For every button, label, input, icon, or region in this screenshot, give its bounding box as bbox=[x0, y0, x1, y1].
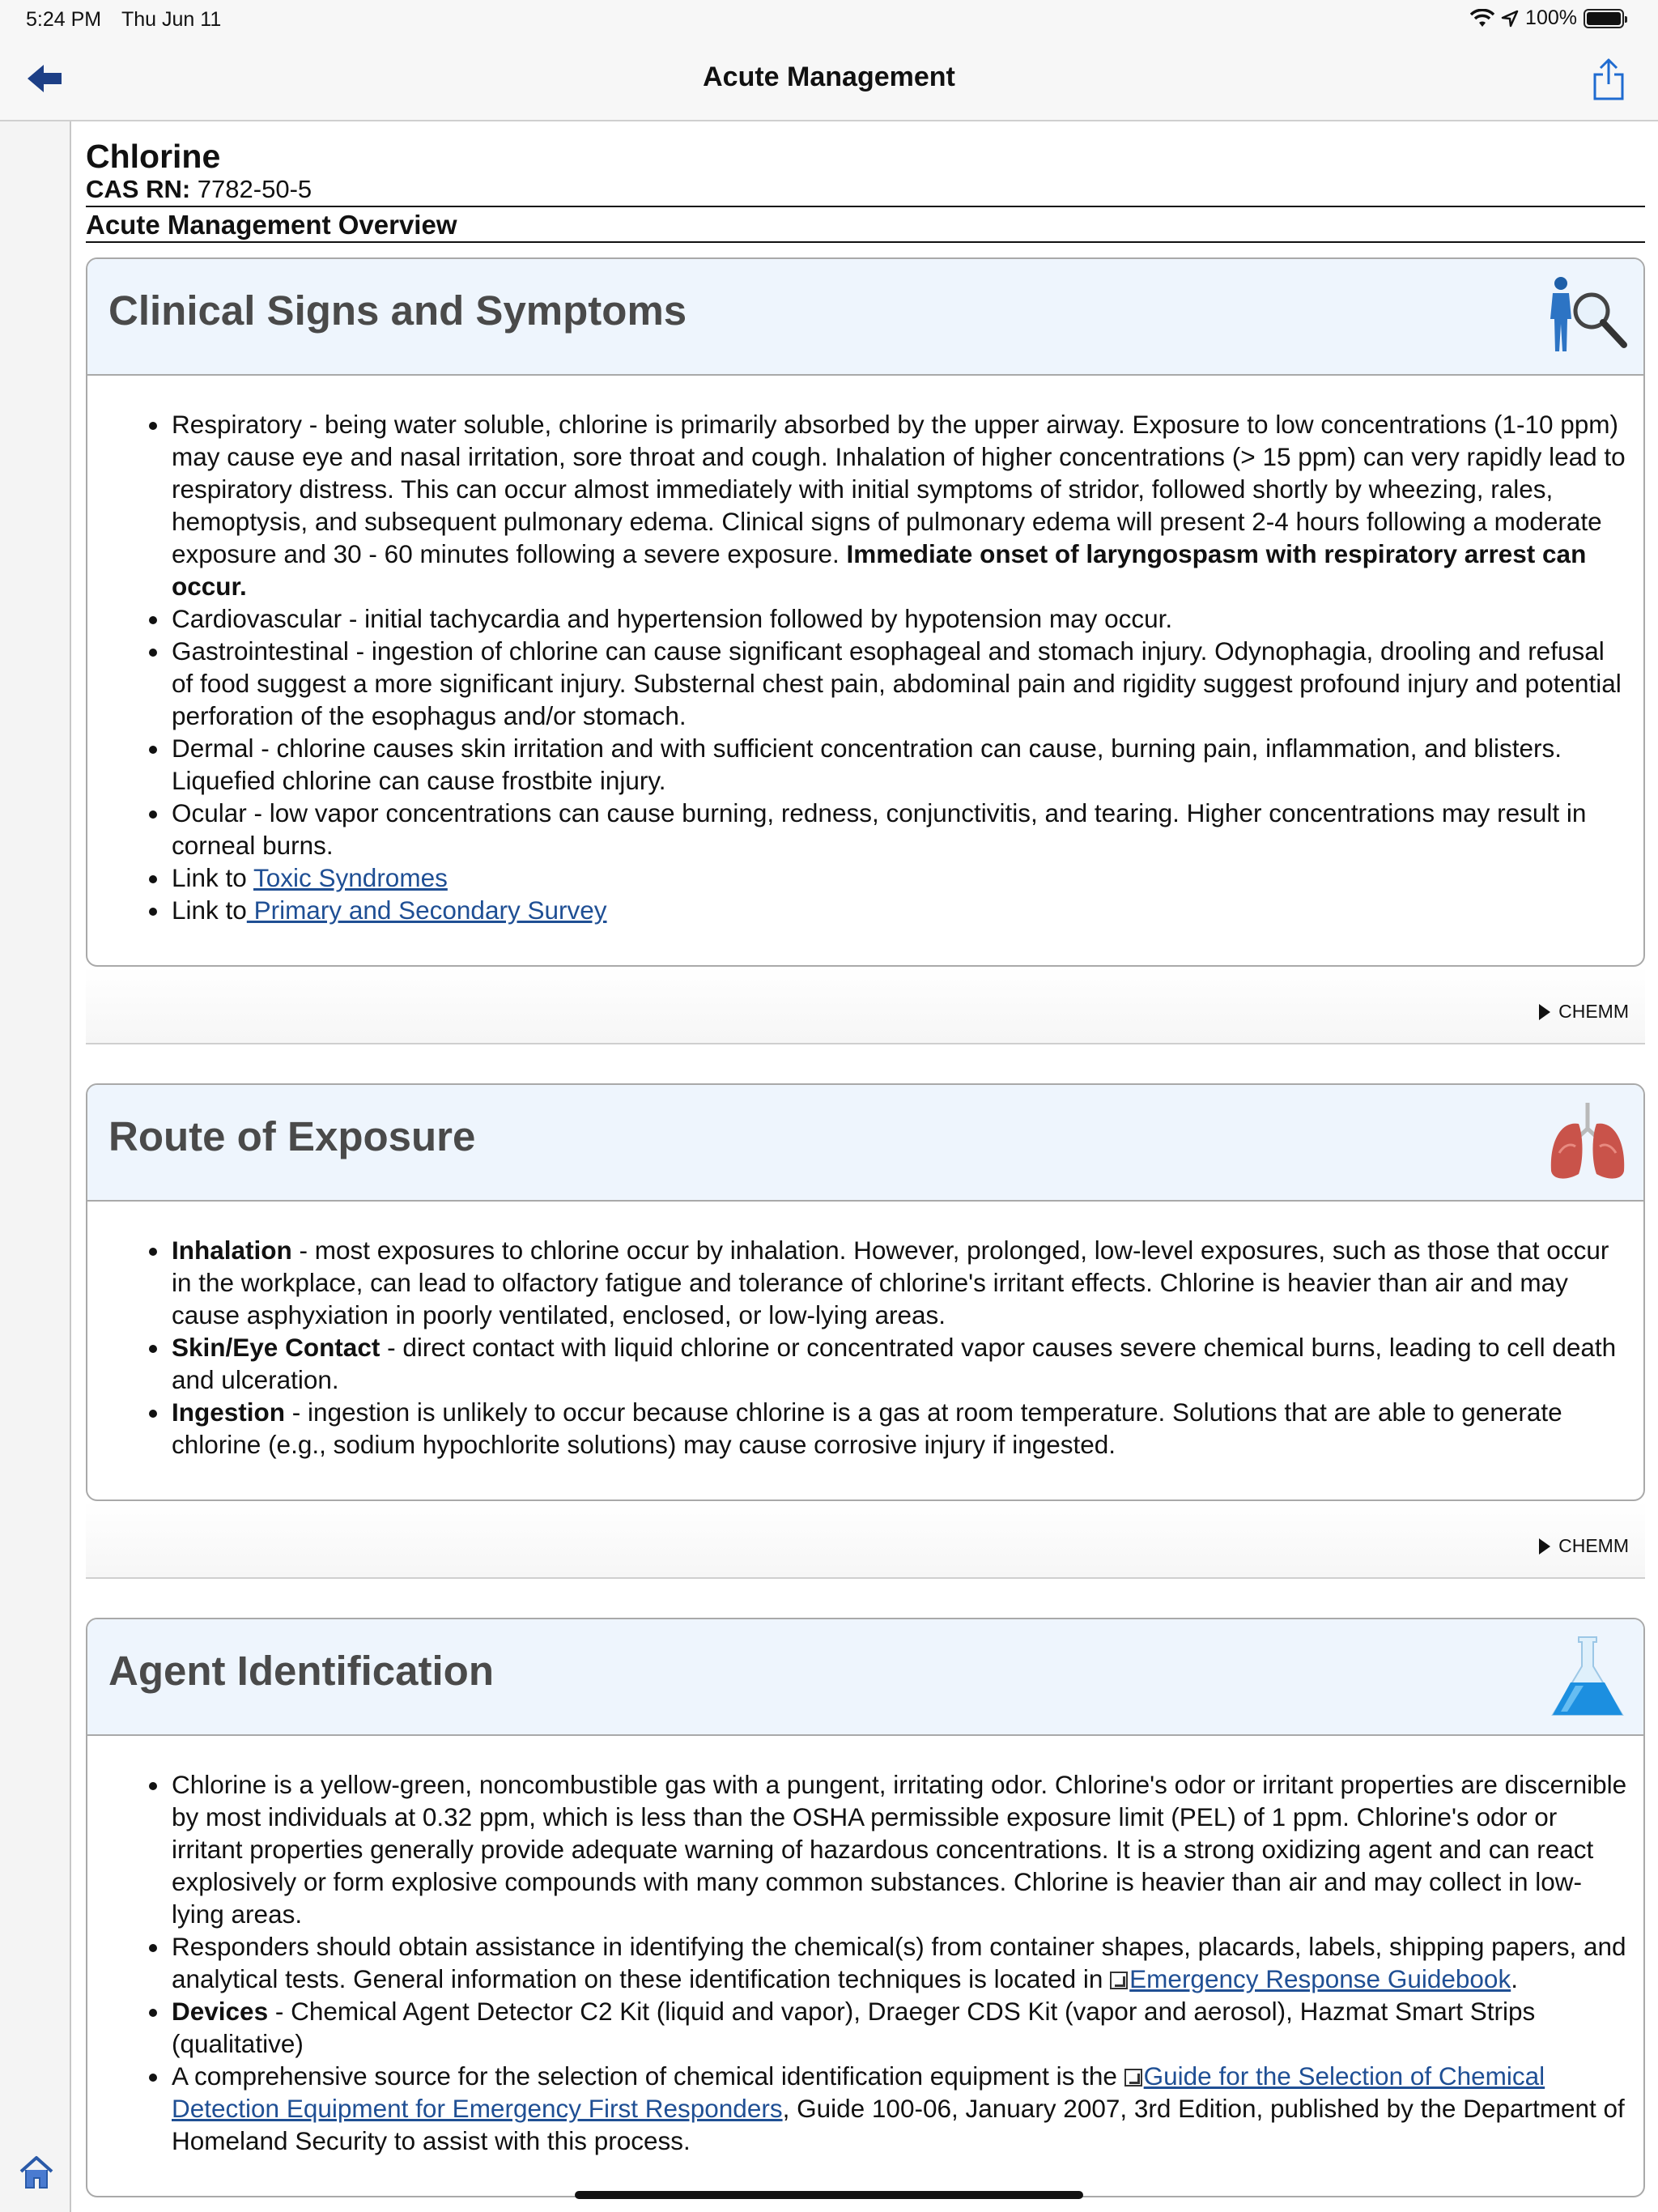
list-item: • Devices - Chemical Agent Detector C2 Kit (liquid and vapor), Draeger CDS Kit (vapor and aerosol), Hazmat Smart Strips (qualitative) bbox=[170, 1995, 1627, 2060]
detection-equipment-guide-link[interactable]: Guide for the Selection of Chemical Detection Equipment for Emergency First Responders bbox=[172, 2061, 1545, 2123]
emphasis-text: Immediate onset of laryngospasm with respiratory arrest can occur. bbox=[172, 539, 1587, 601]
section-body bbox=[87, 1202, 1643, 1499]
list-item: • Ocular - low vapor concentrations can cause burning, redness, conjunctivitis, and tearing. Higher concentrations may result in corneal burns. bbox=[170, 797, 1627, 861]
overview-heading: Acute Management Overview bbox=[86, 209, 1645, 243]
list-item: • Gastrointestinal - ingestion of chlorine can cause significant esophageal and stomach injury. Odynophagia, drooling and refusal of food suggest a more significant injury. Substernal chest pain, abdominal pain and rigidity suggest profound injury and potential perforation of the esophagus and/or stomach. bbox=[170, 635, 1627, 732]
status-bar bbox=[0, 0, 1658, 37]
list-item: • A comprehensive source for the selection of chemical identification equipment is the Guide for the Selection of Chemical Detection Equipment for Emergency First Responders, Guide 100-06, January 2007, 3rd Edition, published by the Department of Homeland Security to assist with this process. bbox=[170, 2060, 1627, 2157]
status-date: Thu Jun 11 bbox=[121, 8, 222, 31]
source-row bbox=[86, 967, 1645, 1044]
chemical-name: Chlorine bbox=[86, 138, 221, 175]
battery-percent: 100% bbox=[1525, 6, 1577, 29]
location-arrow-icon bbox=[1501, 10, 1519, 28]
primary-secondary-survey-link[interactable]: Primary and Secondary Survey bbox=[246, 895, 607, 925]
battery-icon bbox=[1584, 9, 1624, 28]
section-agent-identification bbox=[86, 1618, 1645, 2197]
disclosure-triangle-icon bbox=[1539, 1004, 1550, 1020]
list-item: • Link to Toxic Syndromes bbox=[170, 861, 1627, 894]
source-row bbox=[86, 1501, 1645, 1579]
share-icon[interactable] bbox=[1588, 57, 1629, 102]
navigation-bar bbox=[0, 37, 1658, 121]
section-clinical-signs bbox=[86, 257, 1645, 967]
list-item: • Inhalation - most exposures to chlorine occur by inhalation. However, prolonged, low-level exposures, such as those that occur in the workplace, can lead to olfactory fatigue and tolerance of chlorine's irritant effects. Chlorine is heavier than air and may cause asphyxiation in poorly ventilated, enclosed, or low-lying areas. bbox=[170, 1234, 1627, 1331]
section-header bbox=[87, 259, 1643, 376]
emergency-response-guidebook-link[interactable]: Emergency Response Guidebook bbox=[1129, 1964, 1511, 1993]
list-item: • Ingestion - ingestion is unlikely to occur because chlorine is a gas at room temperature. Solutions that are able to generate chlorine (e.g., sodium hypochlorite solutions) may cause corrosive injury if ingested. bbox=[170, 1396, 1627, 1461]
flask-icon bbox=[1543, 1631, 1632, 1721]
page-title: Acute Management bbox=[703, 62, 955, 92]
list-item: • Link to Primary and Secondary Survey bbox=[170, 894, 1627, 926]
left-sidebar bbox=[0, 121, 71, 2212]
section-header bbox=[87, 1619, 1643, 1736]
main-content bbox=[86, 121, 1645, 2197]
wifi-icon bbox=[1470, 9, 1494, 28]
section-title: Clinical Signs and Symptoms bbox=[108, 287, 687, 334]
cas-label: CAS RN: bbox=[86, 175, 191, 203]
home-icon[interactable] bbox=[18, 2154, 55, 2191]
cas-value: 7782-50-5 bbox=[197, 175, 312, 203]
list-item: • Skin/Eye Contact - direct contact with liquid chlorine or concentrated vapor causes severe chemical burns, leading to cell death and ulceration. bbox=[170, 1331, 1627, 1396]
list-item: • Cardiovascular - initial tachycardia and hypertension followed by hypotension may occur. bbox=[170, 602, 1627, 635]
lungs-icon bbox=[1543, 1096, 1632, 1187]
home-indicator[interactable] bbox=[575, 2191, 1083, 2199]
section-title: Route of Exposure bbox=[108, 1113, 476, 1159]
section-header bbox=[87, 1085, 1643, 1202]
section-body bbox=[87, 376, 1643, 965]
body-magnifier-icon bbox=[1543, 270, 1632, 361]
status-indicators bbox=[1470, 6, 1624, 30]
external-link-icon bbox=[1110, 1972, 1128, 1989]
toxic-syndromes-link[interactable]: Toxic Syndromes bbox=[253, 863, 448, 892]
cas-number bbox=[86, 175, 1645, 207]
source-disclosure[interactable]: CHEMM bbox=[1539, 1535, 1629, 1557]
section-route-of-exposure bbox=[86, 1083, 1645, 1501]
disclosure-triangle-icon bbox=[1539, 1538, 1550, 1555]
list-item: • Chlorine is a yellow-green, noncombustible gas with a pungent, irritating odor. Chlorine's odor or irritant properties are discernible by most individuals at 0.32 ppm, which is less than the OSHA permissible exposure limit (PEL) of 1 ppm. Chlorine's odor or irritant properties generally provide adequate warning of hazardous concentrations. It is a strong oxidizing agent and can react explosively or form explosive compounds with many common substances. Chlorine is heavier than air and may collect in low-lying areas. bbox=[170, 1768, 1627, 1930]
list-item: • Respiratory - being water soluble, chlorine is primarily absorbed by the upper airway. Exposure to low concentrations (1-10 ppm) may cause eye and nasal irritation, sore throat and cough. Inhalation of higher concentrations (> 15 ppm) can very rapidly lead to respiratory distress. This can occur almost immediately with initial symptoms of stridor, followed shortly by wheezing, rales, hemoptysis, and subsequent pulmonary edema. Clinical signs of pulmonary edema will present 2-4 hours following a moderate exposure and 30 - 60 minutes following a severe exposure. Immediate onset of laryngospasm with respiratory arrest can occur. bbox=[170, 408, 1627, 602]
external-link-icon bbox=[1124, 2069, 1142, 2087]
list-item: • Responders should obtain assistance in identifying the chemical(s) from container shapes, placards, labels, shipping papers, and analytical tests. General information on these identification techniques is located in Emergency Response Guidebook. bbox=[170, 1930, 1627, 1995]
status-time: 5:24 PM bbox=[26, 8, 102, 31]
list-item: • Dermal - chlorine causes skin irritation and with sufficient concentration can cause, burning pain, inflammation, and blisters. Liquefied chlorine can cause frostbite injury. bbox=[170, 732, 1627, 797]
section-body bbox=[87, 1736, 1643, 2196]
source-disclosure[interactable]: CHEMM bbox=[1539, 1001, 1629, 1023]
section-title: Agent Identification bbox=[108, 1648, 494, 1694]
